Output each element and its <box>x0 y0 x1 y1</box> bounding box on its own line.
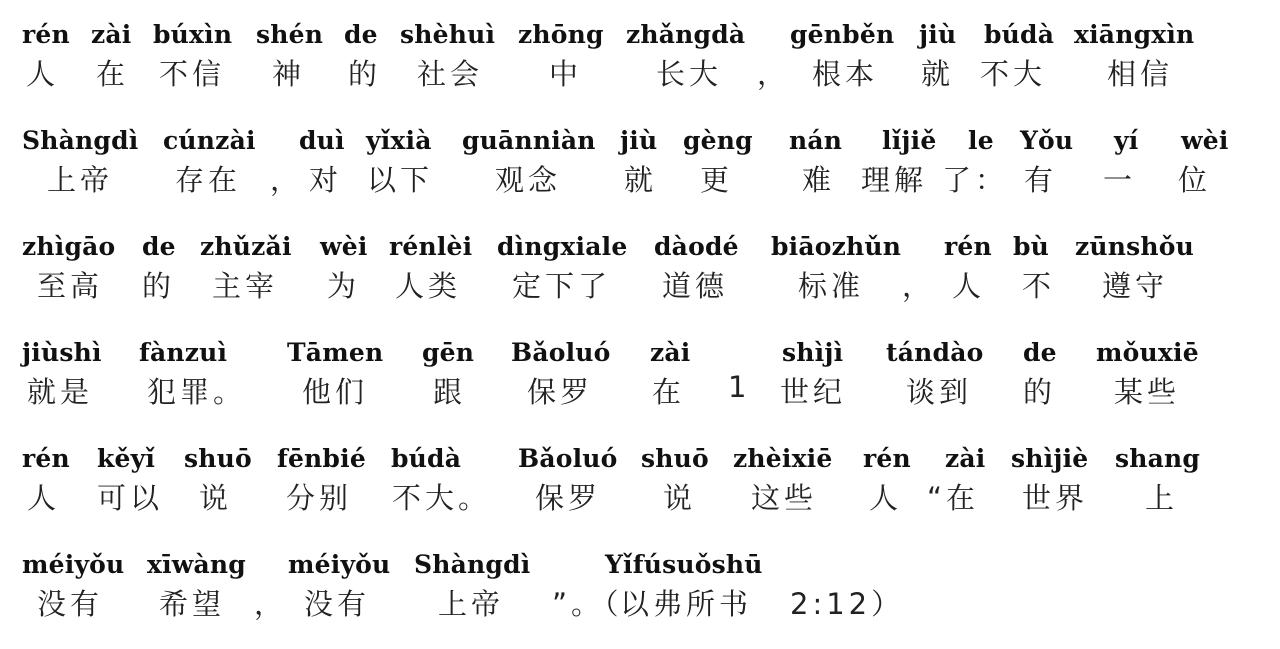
text-line-pair <box>22 338 1258 409</box>
pinyin-word: gēnběn <box>790 20 895 49</box>
hanzi-word: 标准 <box>798 269 865 303</box>
hanzi-line <box>22 156 1258 197</box>
hanzi-word: 人 <box>27 481 61 515</box>
pinyin-word: rén <box>863 444 911 473</box>
pinyin-line <box>22 550 1258 580</box>
pinyin-word: tándào <box>886 338 984 367</box>
pinyin-line <box>22 20 1258 50</box>
hanzi-word: 说 <box>663 481 697 515</box>
hanzi-word: 跟 <box>433 375 467 409</box>
pinyin-line <box>22 232 1258 262</box>
text-line-pair <box>22 232 1258 303</box>
pinyin-word: biāozhǔn <box>771 232 902 261</box>
pinyin-word: wèi <box>1181 126 1229 155</box>
pinyin-word: gēn <box>422 338 475 367</box>
hanzi-word: 这些 <box>751 481 818 515</box>
pinyin-word: búdà <box>391 444 462 473</box>
hanzi-word: 不 <box>1022 269 1056 303</box>
pinyin-word: yí <box>1114 126 1139 155</box>
hanzi-word: 中 <box>549 57 583 91</box>
pinyin-word: bù <box>1013 232 1050 261</box>
pinyin-line <box>22 338 1258 368</box>
hanzi-word: 难 <box>802 163 836 197</box>
hanzi-word: 就 <box>624 163 658 197</box>
pinyin-word: Bǎoluó <box>518 444 618 473</box>
hanzi-word: 世纪 <box>780 375 847 409</box>
pinyin-word: Shàngdì <box>22 126 139 155</box>
pinyin-word: zhèixiē <box>733 444 833 473</box>
hanzi-word: 至高 <box>37 269 104 303</box>
pinyin-word: zài <box>91 20 132 49</box>
hanzi-word: 对 <box>309 163 343 197</box>
hanzi-line <box>22 50 1258 91</box>
hanzi-word: 某些 <box>1114 375 1181 409</box>
hanzi-word: ”。（ <box>552 587 623 621</box>
pinyin-word: xiāngxìn <box>1074 20 1195 49</box>
pinyin-line <box>22 126 1258 156</box>
hanzi-line <box>22 580 1258 621</box>
pinyin-word: kěyǐ <box>97 444 156 473</box>
pinyin-word: zhǎngdà <box>626 20 746 49</box>
hanzi-word: 世界 <box>1022 481 1089 515</box>
pinyin-word: shìjì <box>782 338 844 367</box>
hanzi-word: 以弗所书 <box>620 587 753 621</box>
hanzi-word: 的 <box>1023 375 1057 409</box>
pinyin-word: gèng <box>683 126 753 155</box>
hanzi-word: ， <box>270 163 304 197</box>
hanzi-word: ， <box>254 587 288 621</box>
hanzi-word: 谈到 <box>906 375 973 409</box>
hanzi-word: 在 <box>96 57 130 91</box>
pinyin-word: shèhuì <box>400 20 496 49</box>
hanzi-word: 了： <box>942 163 1009 197</box>
pinyin-word: méiyǒu <box>288 550 391 579</box>
pinyin-word: rén <box>22 444 70 473</box>
hanzi-word: 有 <box>1024 163 1058 197</box>
pinyin-word: jiù <box>919 20 957 49</box>
hanzi-word: 遵守 <box>1102 269 1169 303</box>
hanzi-word: 他们 <box>302 375 369 409</box>
pinyin-word: wèi <box>320 232 368 261</box>
pinyin-word: duì <box>299 126 345 155</box>
pinyin-word: lǐjiě <box>882 126 937 155</box>
hanzi-word: 一 <box>1103 163 1137 197</box>
hanzi-word: 分别 <box>286 481 353 515</box>
hanzi-word: 没有 <box>37 587 104 621</box>
hanzi-line <box>22 368 1258 409</box>
pinyin-word: búdà <box>984 20 1055 49</box>
hanzi-word: 不大。 <box>392 481 492 515</box>
hanzi-word: 主宰 <box>212 269 279 303</box>
hanzi-word: 希望 <box>159 587 226 621</box>
pinyin-word: mǒuxiē <box>1096 338 1199 367</box>
pinyin-word: jiù <box>620 126 658 155</box>
pinyin-word: zūnshǒu <box>1075 232 1195 261</box>
hanzi-word: 以下 <box>367 163 434 197</box>
pinyin-word: Tāmen <box>287 338 384 367</box>
hanzi-word: 神 <box>272 57 306 91</box>
hanzi-word: ， <box>902 269 936 303</box>
pinyin-word: le <box>968 126 994 155</box>
hanzi-word: 观念 <box>495 163 562 197</box>
pinyin-word: jiùshì <box>22 338 102 367</box>
pinyin-word: búxìn <box>153 20 233 49</box>
pinyin-word: Shàngdì <box>414 550 531 579</box>
hanzi-word: 相信 <box>1107 57 1174 91</box>
pinyin-word: guānniàn <box>462 126 596 155</box>
hanzi-word: 可以 <box>97 481 164 515</box>
hanzi-word: 上帝 <box>47 163 114 197</box>
pinyin-word: shuō <box>184 444 252 473</box>
pinyin-word: dàodé <box>654 232 739 261</box>
pinyin-word: shuō <box>641 444 709 473</box>
hanzi-word: 的 <box>348 57 382 91</box>
hanzi-word: 长大 <box>656 57 723 91</box>
pinyin-word: fànzuì <box>139 338 228 367</box>
hanzi-word: 就是 <box>27 375 94 409</box>
hanzi-word: 存在 <box>175 163 242 197</box>
hanzi-line <box>22 474 1258 515</box>
pinyin-word: zhǔzǎi <box>200 232 292 261</box>
pinyin-word: rénlèi <box>389 232 473 261</box>
hanzi-word: 人 <box>869 481 903 515</box>
hanzi-word: 说 <box>199 481 233 515</box>
text-line-pair <box>22 550 1258 621</box>
hanzi-word: ， <box>757 57 791 91</box>
text-line-pair <box>22 126 1258 197</box>
hanzi-word: 位 <box>1178 163 1212 197</box>
text-line-pair <box>22 444 1258 515</box>
pinyin-word: Yǒu <box>1020 126 1074 155</box>
pinyin-line <box>22 444 1258 474</box>
pinyin-word: zài <box>650 338 691 367</box>
pinyin-word: dìngxiale <box>497 232 628 261</box>
pinyin-word: Yǐfúsuǒshū <box>605 550 763 579</box>
pinyin-word: yǐxià <box>366 126 432 155</box>
hanzi-word: 理解 <box>861 163 928 197</box>
text-line-pair <box>22 20 1258 91</box>
pinyin-word: fēnbié <box>277 444 366 473</box>
hanzi-word: 为 <box>327 269 361 303</box>
pinyin-word: de <box>142 232 176 261</box>
hanzi-word: 保罗 <box>535 481 602 515</box>
pinyin-word: rén <box>22 20 70 49</box>
pinyin-word: nán <box>789 126 843 155</box>
pinyin-word: shìjiè <box>1011 444 1089 473</box>
pinyin-word: rén <box>944 232 992 261</box>
hanzi-word: 不大 <box>980 57 1047 91</box>
hanzi-word: 没有 <box>304 587 371 621</box>
hanzi-word: 更 <box>700 163 734 197</box>
hanzi-word: 道德 <box>662 269 729 303</box>
pinyin-word: de <box>1023 338 1057 367</box>
hanzi-word: “在 <box>927 481 980 515</box>
pinyin-word: de <box>344 20 378 49</box>
hanzi-word: 犯罪。 <box>147 375 247 409</box>
hanzi-word: 的 <box>142 269 176 303</box>
hanzi-word: 人 <box>26 57 60 91</box>
hanzi-word: 定下了 <box>512 269 612 303</box>
pinyin-word: méiyǒu <box>22 550 125 579</box>
hanzi-word: 根本 <box>812 57 879 91</box>
pinyin-word: shang <box>1115 444 1201 473</box>
hanzi-word: 人 <box>952 269 986 303</box>
pinyin-word: zhōng <box>518 20 604 49</box>
hanzi-word: 保罗 <box>527 375 594 409</box>
hanzi-word: 上 <box>1145 481 1179 515</box>
pinyin-word: Bǎoluó <box>511 338 611 367</box>
pinyin-word: xīwàng <box>147 550 246 579</box>
hanzi-line <box>22 262 1258 303</box>
pinyin-word: shén <box>256 20 324 49</box>
hanzi-word: 2:12） <box>790 587 905 621</box>
hanzi-word: 不信 <box>159 57 226 91</box>
hanzi-word: 1 <box>728 370 751 404</box>
pinyin-word: zhìgāo <box>22 232 116 261</box>
hanzi-word: 社会 <box>417 57 484 91</box>
pinyin-word: zài <box>945 444 986 473</box>
hanzi-word: 就 <box>921 57 955 91</box>
hanzi-word: 上帝 <box>438 587 505 621</box>
pinyin-word: cúnzài <box>163 126 256 155</box>
hanzi-word: 在 <box>652 375 686 409</box>
hanzi-word: 人类 <box>395 269 462 303</box>
